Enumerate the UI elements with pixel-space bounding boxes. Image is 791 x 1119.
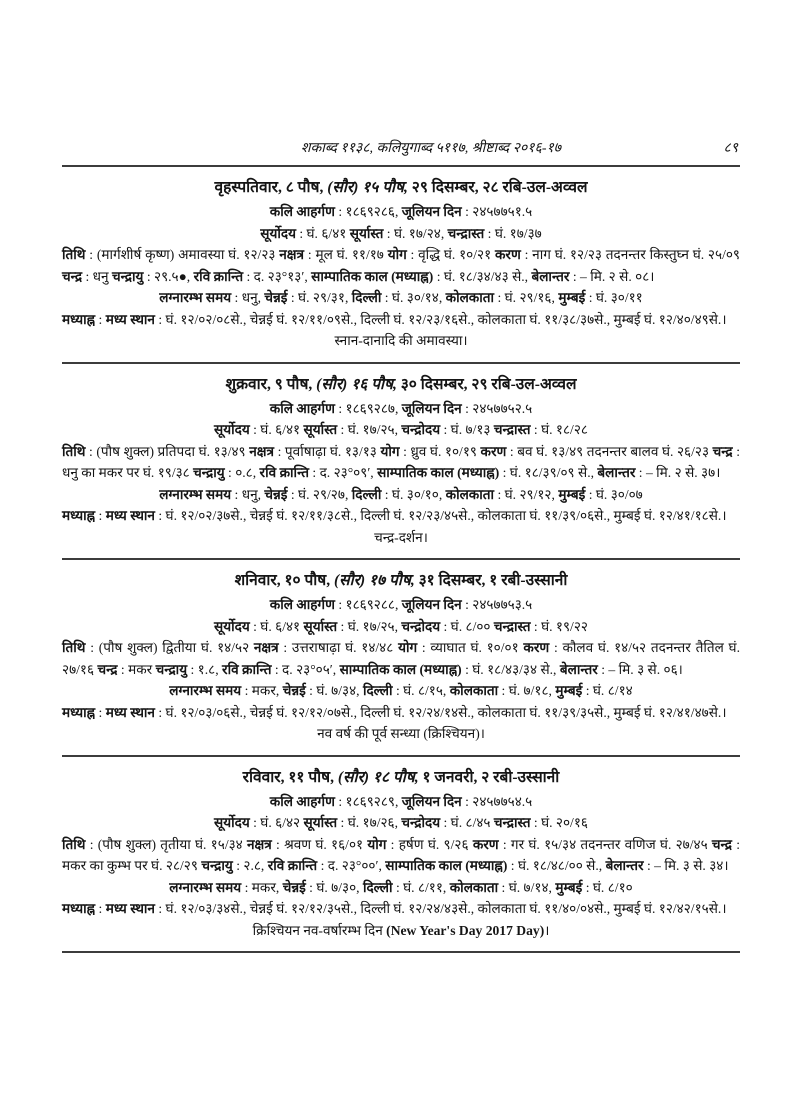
- festival-note: क्रिश्चियन नव-वर्षारम्भ दिन (New Year's Day 2017 Day)।: [252, 922, 550, 938]
- festival-note: चन्द्र-दर्शन।: [374, 529, 428, 545]
- madhyahna-line: मध्याह्न : मध्य स्थान : घं. १२/०२/०८से., चेन्नई घं. १२/११/०९से., दिल्ली घं. १२/२३/१६से., कोलकाता घं. ११/३८/३७से., मुम्बई घं. १२/४०/४९से.।: [62, 311, 727, 327]
- panchang-entry-saturday: [62, 560, 740, 755]
- tithi-details: तिथि : (पौष शुक्ल) प्रतिपदा घं. १३/४९ नक्षत्र : पूर्वाषाढ़ा घं. १३/१३ योग : ध्रुव घं. १०/१९ करण : बव घं. १३/४९ तदनन्तर बालव घं. २६/२३ चन्द्र : धनु का मकर पर घं. १९/३८ चन्द्रायु : ०.८, रवि क्रान्ति : द. २३°०९′, साम्पातिक काल (मध्याह्न) : घं. १८/३९/०९ से., बेलान्तर : – मि. २ से. ३७।: [62, 443, 740, 480]
- panchang-entry-sunday: [62, 757, 740, 952]
- page-header: [62, 138, 740, 165]
- tithi-details: तिथि : (पौष शुक्ल) तृतीया घं. १५/३४ नक्षत्र : श्रवण घं. १६/०१ योग : हर्षण घं. ९/२६ करण : गर घं. १५/३४ तदनन्तर वणिज घं. २७/४५ चन्द्र : मकर का कुम्भ पर घं. २८/२९ चन्द्रायु : २.८, रवि क्रान्ति : द. २३°००′, साम्पातिक काल (मध्याह्न) : घं. १८/४८/०० से., बेलान्तर : – मि. ३ से. ३४।: [62, 836, 741, 873]
- lagna-line: लग्नारम्भ समय : मकर, चेन्नई : घं. ७/३०, दिल्ली : घं. ८/११, कोलकाता : घं. ७/१४, मुम्बई : घं. ८/१०: [169, 879, 633, 895]
- ahargana-line: कलि आहर्गण : १८६९२८६, जूलियन दिन : २४५७७५१.५: [269, 204, 533, 219]
- lagna-line: लग्नारम्भ समय : धनु, चेन्नई : घं. २९/३१, दिल्ली : घं. ३०/१४, कोलकाता : घं. २९/१६, मुम्बई : घं. ३०/११: [159, 290, 643, 305]
- ahargana-line: कलि आहर्गण : १८६९२८७, जूलियन दिन : २४५७७५२.५: [269, 400, 533, 416]
- entry-title: वृहस्पतिवार, ८ पौष, (सौर) १५ पौष, २९ दिसम्बर, २८ रबि-उल-अव्वल: [214, 179, 588, 196]
- sunrise-line: सूर्योदय : घं. ६/४१ सूर्यास्त : घं. १७/२५, चन्द्रोदय : घं. ८/०० चन्द्रास्त : घं. १९/२२: [214, 618, 588, 634]
- entry-title: शनिवार, १० पौष, (सौर) १७ पौष, ३१ दिसम्बर, १ रबी-उस्सानी: [234, 572, 568, 589]
- tithi-details: तिथि : (पौष शुक्ल) द्वितीया घं. १४/५२ नक्षत्र : उत्तराषाढ़ा घं. १४/४८ योग : व्याघात घं. १०/०१ करण : कौलव घं. १४/५२ तदनन्तर तैतिल घं. २७/१६ चन्द्र : मकर चन्द्रायु : १.८, रवि क्रान्ति : द. २३°०५′, साम्पातिक काल (मध्याह्न) : घं. १८/४३/३४ से., बेलान्तर : – मि. ३ से. ०६।: [62, 640, 740, 677]
- festival-note: नव वर्ष की पूर्व सन्ध्या (क्रिश्चियन)।: [317, 726, 485, 741]
- entry-title: शुक्रवार, ९ पौष, (सौर) १६ पौष, ३० दिसम्बर, २९ रबि-उल-अव्वल: [225, 375, 577, 393]
- entry-title: रविवार, ११ पौष, (सौर) १८ पौष, १ जनवरी, २ रबी-उस्सानी: [242, 768, 560, 786]
- panchang-entry-friday: [62, 364, 740, 559]
- lagna-line: लग्नारम्भ समय : धनु, चेन्नई : घं. २९/२७, दिल्ली : घं. ३०/१०, कोलकाता : घं. २९/१२, मुम्बई : घं. ३०/०७: [159, 486, 643, 502]
- madhyahna-line: मध्याह्न : मध्य स्थान : घं. १२/०२/३७से., चेन्नई घं. १२/११/३८से., दिल्ली घं. १२/२३/४५से., कोलकाता घं. ११/३९/०६से., मुम्बई घं. १२/४१/१८से.।: [62, 508, 727, 523]
- era-line: शकाब्द ११३८, कलियुगाब्द ५११७, श्रीष्टाब्द २०१६-१७: [300, 141, 562, 156]
- page-number: ८९: [723, 141, 738, 156]
- lagna-line: लग्नारम्भ समय : मकर, चेन्नई : घं. ७/३४, दिल्ली : घं. ८/१५, कोलकाता : घं. ७/१८, मुम्बई : घं. ८/१४: [169, 683, 633, 698]
- ahargana-line: कलि आहर्गण : १८६९२८९, जूलियन दिन : २४५७७५४.५: [269, 793, 533, 809]
- festival-note: स्नान-दानादि की अमावस्या।: [334, 333, 468, 348]
- bottom-rule: [62, 951, 740, 953]
- panchang-entry-thursday: [62, 167, 740, 362]
- ahargana-line: कलि आहर्गण : १८६९२८८, जूलियन दिन : २४५७७५३.५: [269, 597, 533, 612]
- sunrise-line: सूर्योदय : घं. ६/४२ सूर्यास्त : घं. १७/२६, चन्द्रोदय : घं. ८/४५ चन्द्रास्त : घं. २०/१६: [214, 815, 588, 830]
- madhyahna-line: मध्याह्न : मध्य स्थान : घं. १२/०३/०६से., चेन्नई घं. १२/१२/०७से., दिल्ली घं. १२/२४/१४से., कोलकाता घं. ११/३९/३५से., मुम्बई घं. १२/४१/४७से.।: [62, 704, 727, 720]
- madhyahna-line: मध्याह्न : मध्य स्थान : घं. १२/०३/३४से., चेन्नई घं. १२/१२/३५से., दिल्ली घं. १२/२४/४३से., कोलकाता घं. ११/४०/०४से., मुम्बई घं. १२/४२/१५से.।: [62, 901, 727, 916]
- sunrise-line: सूर्योदय : घं. ६/४१ सूर्यास्त : घं. १७/२४, चन्द्रास्त : घं. १७/३७: [260, 225, 542, 241]
- tithi-details: तिथि : (मार्गशीर्ष कृष्ण) अमावस्या घं. १२/२३ नक्षत्र : मूल घं. ११/१७ योग : वृद्धि घं. १०/२१ करण : नाग घं. १२/२३ तदनन्तर किस्तुघ्न घं. २५/०९ चन्द्र : धनु चन्द्रायु : २९.५●, रवि क्रान्ति : द. २३°१३′, साम्पातिक काल (मध्याह्न) : घं. १८/३४/४३ से., बेलान्तर : – मि. २ से. ०८।: [62, 247, 740, 284]
- page-content: [62, 138, 740, 953]
- sunrise-line: सूर्योदय : घं. ६/४१ सूर्यास्त : घं. १७/२५, चन्द्रोदय : घं. ७/१३ चन्द्रास्त : घं. १८/२८: [214, 422, 588, 437]
